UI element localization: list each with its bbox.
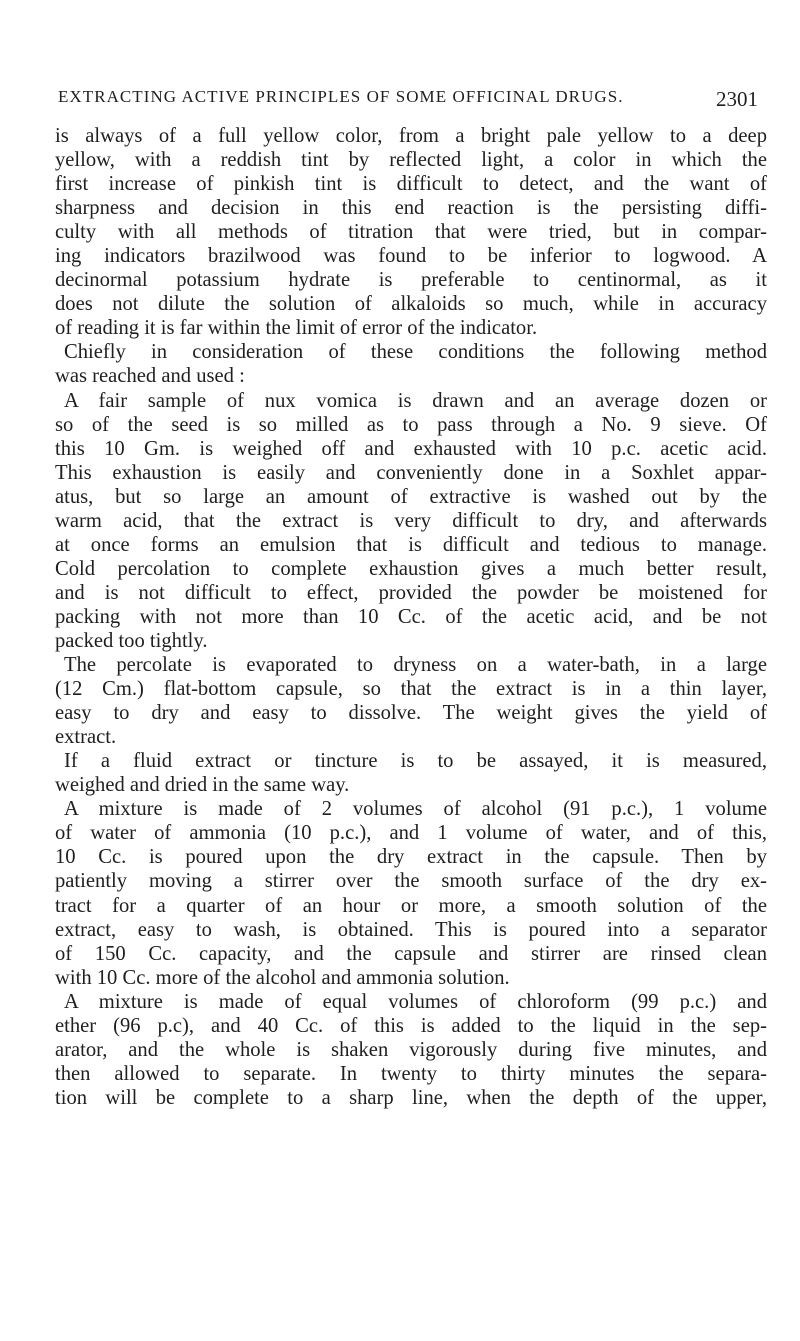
text-line: 10 Cc. is poured upon the dry extract in the capsule. Then by [55,846,767,869]
body-text [55,124,767,1110]
running-head [58,87,758,117]
text-line: Chiefly in consideration of these conditions the following method [64,341,767,364]
text-line: was reached and used : [55,365,245,388]
text-line: packed too tightly. [55,629,208,652]
running-title: EXTRACTING ACTIVE PRINCIPLES OF SOME OFFICINAL DRUGS. [58,87,624,106]
text-line: The percolate is evaporated to dryness on a water-bath, in a large [64,654,767,677]
text-line: extract, easy to wash, is obtained. This is poured into a separator [55,918,767,941]
text-line: extract. [55,726,117,749]
text-line: atus, but so large an amount of extractive is washed out by the [55,485,767,508]
text-line: A mixture is made of 2 volumes of alcohol (91 p.c.), 1 volume [64,798,767,821]
text-line: this 10 Gm. is weighed off and exhausted with 10 p.c. acetic acid. [55,437,767,460]
text-line: yellow, with a reddish tint by reflected light, a color in which the [55,149,767,172]
text-line: arator, and the whole is shaken vigorously during five minutes, and [55,1038,767,1061]
text-line: packing with not more than 10 Cc. of the acetic acid, and be not [55,605,767,628]
text-line: easy to dry and easy to dissolve. The weight gives the yield of [55,702,767,725]
text-line: tract for a quarter of an hour or more, a smooth solution of the [55,894,767,917]
text-line: of 150 Cc. capacity, and the capsule and stirrer are rinsed clean [55,942,767,965]
text-line: A fair sample of nux vomica is drawn and an average dozen or [64,389,767,412]
text-line: A mixture is made of equal volumes of chloroform (99 p.c.) and [64,990,767,1013]
text-line: If a fluid extract or tincture is to be assayed, it is measured, [64,750,767,773]
text-line: at once forms an emulsion that is difficult and tedious to manage. [55,533,767,556]
text-line: (12 Cm.) flat-bottom capsule, so that the extract is in a thin layer, [55,678,767,701]
text-line: with 10 Cc. more of the alcohol and ammonia solution. [55,966,510,989]
text-line: first increase of pinkish tint is difficult to detect, and the want of [55,173,767,196]
text-line: Cold percolation to complete exhaustion gives a much better result, [55,557,767,580]
text-line: does not dilute the solution of alkaloids so much, while in accuracy [55,293,767,316]
text-line: is always of a full yellow color, from a bright pale yellow to a deep [55,125,767,147]
text-line: sharpness and decision in this end reaction is the persisting diffi- [55,197,767,220]
text-line: tion will be complete to a sharp line, when the depth of the upper, [55,1086,767,1109]
text-line: patiently moving a stirrer over the smooth surface of the dry ex- [55,870,767,893]
text-line: weighed and dried in the same way. [55,774,350,797]
page-number: 2301 [716,87,758,111]
text-line: so of the seed is so milled as to pass through a No. 9 sieve. Of [55,413,767,436]
text-line: of water of ammonia (10 p.c.), and 1 volume of water, and of this, [55,822,767,845]
text-line: This exhaustion is easily and conveniently done in a Soxhlet appar- [55,461,767,484]
text-line: culty with all methods of titration that were tried, but in compar- [55,221,767,244]
text-line: warm acid, that the extract is very difficult to dry, and afterwards [55,509,767,532]
text-line: ing indicators brazilwood was found to be inferior to logwood. A [55,245,767,268]
text-line: decinormal potassium hydrate is preferable to centinormal, as it [55,269,767,292]
text-line: and is not difficult to effect, provided the powder be moistened for [55,581,767,604]
text-line: ether (96 p.c), and 40 Cc. of this is added to the liquid in the sep- [55,1014,767,1037]
text-line: then allowed to separate. In twenty to thirty minutes the separa- [55,1062,767,1085]
text-line: of reading it is far within the limit of error of the indicator. [55,317,538,340]
